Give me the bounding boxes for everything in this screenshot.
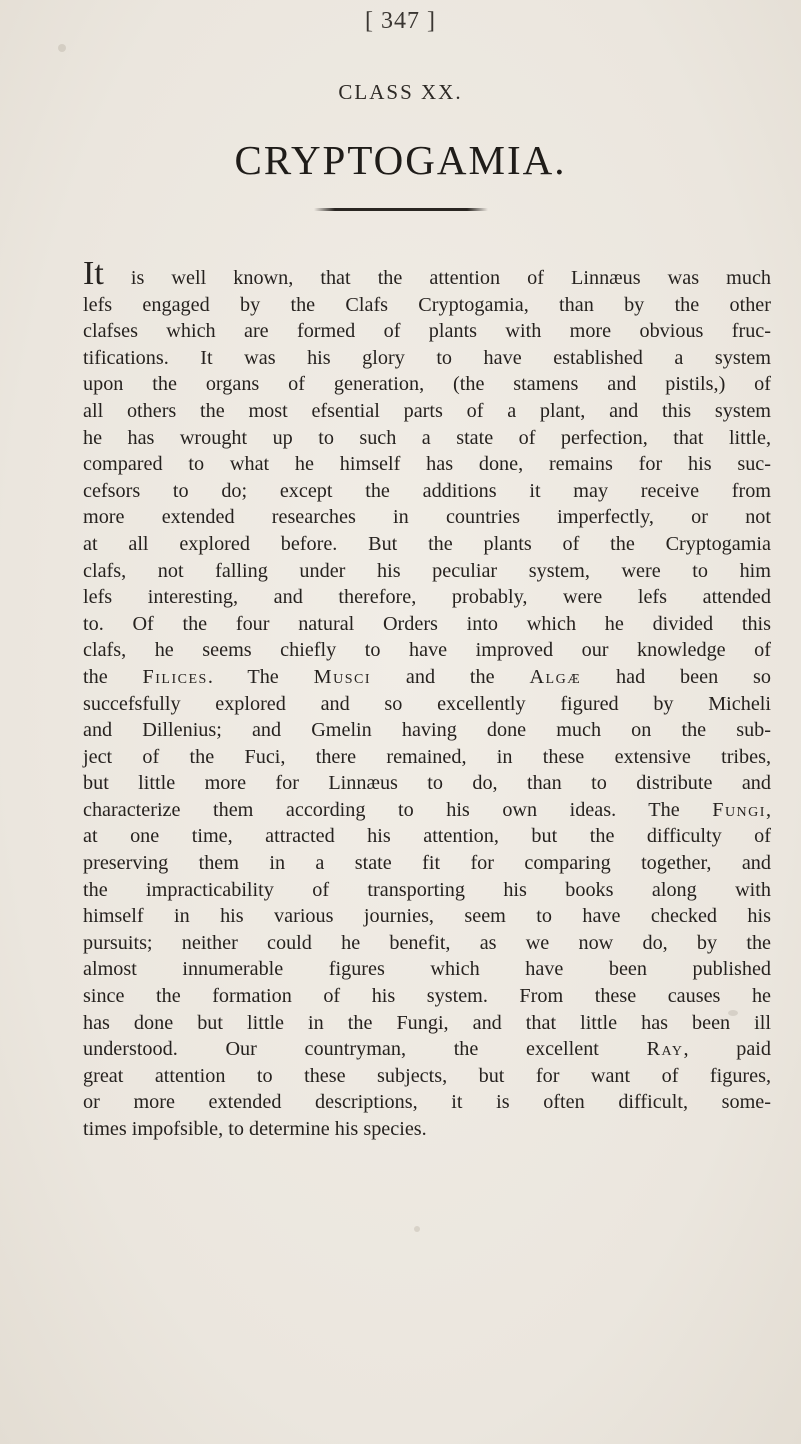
line-text: . The [207, 665, 314, 688]
text-line [83, 983, 771, 1010]
text-line [83, 717, 771, 744]
small-caps-term: Algæ [529, 665, 582, 688]
line-text: and Dillenius; and Gmelin having done much on the sub- [83, 719, 771, 742]
line-text: times impofsible, to determine his species. [83, 1118, 427, 1140]
text-line [83, 823, 771, 850]
line-text: characterize them according to his own ideas. The [83, 798, 713, 821]
text-line [83, 558, 771, 585]
line-text: succefsfully explored and so excellently figured by Micheli [83, 692, 771, 715]
line-text: more extended researches in countries imperfectly, or not [83, 506, 771, 529]
line-text: understood. Our countryman, the excellent [83, 1038, 647, 1061]
text-line [83, 371, 771, 398]
line-text: tifications. It was his glory to have established a system [83, 346, 771, 369]
body-paragraph [83, 255, 772, 1143]
text-line [83, 1089, 771, 1116]
text-line [83, 691, 771, 718]
text-line [83, 877, 771, 904]
drop-cap-word: It [83, 255, 104, 292]
line-text: , paid [683, 1038, 771, 1061]
page-title: CRYPTOGAMIA. [234, 137, 567, 183]
line-text: cefsors to do; except the additions it may receive from [83, 479, 771, 502]
line-text: had been so [581, 665, 771, 688]
line-text: clafses which are formed of plants with more obvious fruc- [83, 320, 771, 343]
line-text: lefs engaged by the Clafs Cryptogamia, than by the other [83, 293, 771, 316]
text-line [83, 318, 771, 345]
line-text: upon the organs of generation, (the stamens and pistils,) of [83, 373, 771, 396]
text-line [83, 850, 771, 877]
line-text: and the [371, 665, 530, 688]
line-text: great attention to these subjects, but for want of figures, [83, 1064, 771, 1087]
text-line [83, 398, 771, 425]
line-text: the [83, 665, 143, 688]
line-text: or more extended descriptions, it is often difficult, some- [83, 1091, 771, 1114]
small-caps-term: Ray [646, 1038, 684, 1061]
text-line [83, 425, 771, 452]
line-text: is well known, that the attention of Linnæus was much [130, 267, 772, 289]
text-line [83, 1010, 771, 1037]
text-line [83, 797, 771, 824]
text-line [83, 903, 771, 930]
text-line [83, 770, 771, 797]
small-caps-term: Fungi [712, 798, 766, 821]
text-line [83, 451, 771, 478]
line-text: the impracticability of transporting his books along with [83, 878, 771, 901]
text-line [83, 930, 771, 957]
line-text: has done but little in the Fungi, and that little has been ill [83, 1011, 771, 1034]
text-line [83, 504, 771, 531]
page-stain [414, 1226, 420, 1232]
line-text: lefs interesting, and therefore, probably, were lefs attended [83, 586, 771, 609]
text-line [83, 531, 771, 558]
line-text: at all explored before. But the plants of the Cryptogamia [83, 532, 771, 555]
line-text: clafs, not falling under his peculiar system, were to him [83, 559, 771, 582]
line-text: he has wrought up to such a state of perfection, that little, [83, 426, 771, 449]
text-line [83, 1116, 771, 1143]
page-stain [58, 44, 66, 52]
text-line [83, 956, 771, 983]
line-text: since the formation of his system. From these causes he [83, 985, 771, 1008]
line-text: but little more for Linnæus to do, than to distribute and [83, 772, 771, 795]
line-text: almost innumerable figures which have been published [83, 958, 771, 981]
text-line [83, 744, 771, 771]
title-rule [314, 208, 488, 211]
small-caps-term: Musci [313, 665, 372, 688]
line-text: himself in his various journies, seem to have checked his [83, 905, 771, 928]
text-line [83, 637, 771, 664]
text-line [83, 255, 772, 292]
text-line [83, 478, 771, 505]
line-text: compared to what he himself has done, remains for his suc- [83, 453, 771, 476]
text-line [83, 1063, 771, 1090]
line-text: at one time, attracted his attention, but the difficulty of [83, 825, 771, 848]
text-line [83, 584, 771, 611]
text-line [83, 1036, 771, 1063]
line-text: ject of the Fuci, there remained, in these extensive tribes, [83, 745, 771, 768]
text-line [83, 292, 771, 319]
line-text: , [765, 798, 771, 821]
page-number: [ 347 ] [365, 8, 436, 34]
line-text: pursuits; neither could he benefit, as we now do, by the [83, 931, 771, 954]
text-line [83, 611, 771, 638]
line-text: preserving them in a state fit for comparing together, and [83, 852, 771, 875]
text-line [83, 345, 771, 372]
line-text: to. Of the four natural Orders into which he divided this [83, 612, 771, 635]
text-line [83, 664, 771, 691]
class-heading: CLASS XX. [338, 80, 463, 104]
line-text: all others the most efsential parts of a plant, and this system [83, 399, 771, 422]
line-text: clafs, he seems chiefly to have improved our knowledge of [83, 639, 771, 662]
small-caps-term: Filices [142, 665, 208, 688]
